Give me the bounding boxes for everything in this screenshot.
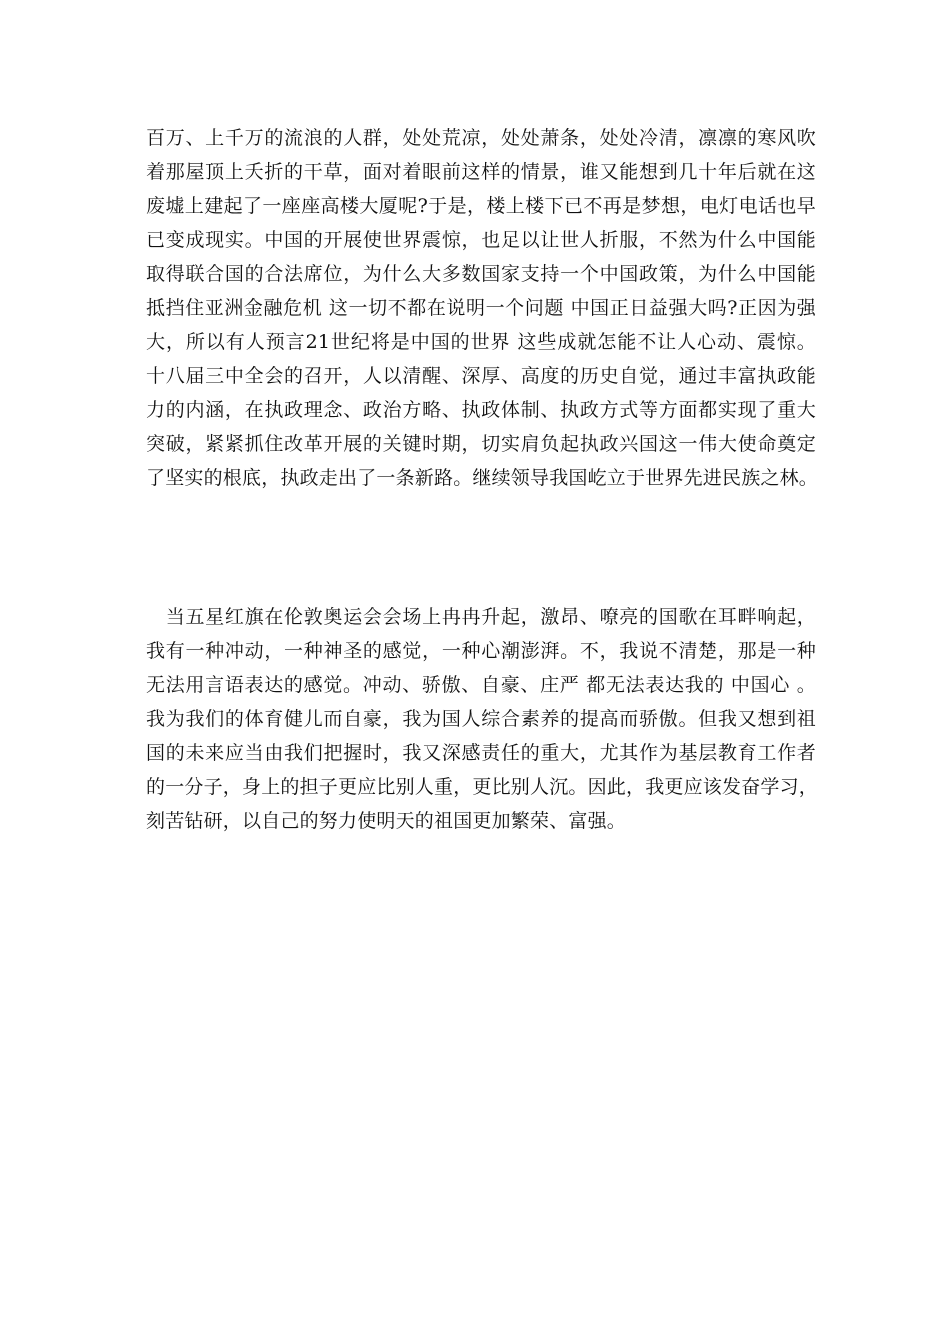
text-line: 已变成现实。中国的开展使世界震惊，也足以让世人折服，不然为什么中国能 bbox=[146, 229, 816, 251]
text-line: 取得联合国的合法席位，为什么大多数国家支持一个中国政策，为什么中国能 bbox=[146, 263, 816, 285]
text-line: 抵挡住亚洲金融危机 这一切不都在说明一个问题 中国正日益强大吗?正因为强 bbox=[146, 297, 816, 319]
paragraph-1 bbox=[146, 121, 819, 495]
text-line: 十八届三中全会的召开，人以清醒、深厚、高度的历史自觉，通过丰富执政能 bbox=[146, 365, 816, 387]
text-line: 突破，紧紧抓住改革开展的关键时期，切实肩负起执政兴国这一伟大使命奠定 bbox=[146, 433, 816, 455]
text-line: 着那屋顶上夭折的干草，面对着眼前这样的情景，谁又能想到几十年后就在这 bbox=[146, 161, 816, 183]
text-line: 我有一种冲动，一种神圣的感觉，一种心潮澎湃。不，我说不清楚，那是一种 bbox=[146, 640, 816, 662]
text-line: 百万、上千万的流浪的人群，处处荒凉，处处萧条，处处冷清，凛凛的寒风吹 bbox=[146, 127, 816, 149]
text-line: 当五星红旗在伦敦奥运会会场上冉冉升起，激昂、嘹亮的国歌在耳畔响起， bbox=[146, 606, 816, 628]
text-line: 力的内涵，在执政理念、政治方略、执政体制、执政方式等方面都实现了重大 bbox=[146, 399, 816, 421]
text-line: 国的未来应当由我们把握时，我又深感责任的重大，尤其作为基层教育工作者 bbox=[146, 742, 816, 764]
paragraph-2 bbox=[146, 600, 819, 838]
text-line: 无法用言语表达的感觉。冲动、骄傲、自豪、庄严 都无法表达我的 中国心 。 bbox=[146, 674, 816, 696]
text-line: 的一分子，身上的担子更应比别人重，更比别人沉。因此，我更应该发奋学习， bbox=[146, 776, 819, 798]
text-line: 刻苦钻研，以自己的努力使明天的祖国更加繁荣、富强。 bbox=[146, 810, 627, 832]
text-line: 废墟上建起了一座座高楼大厦呢?于是，楼上楼下已不再是梦想，电灯电话也早 bbox=[146, 195, 816, 217]
text-line: 我为我们的体育健儿而自豪，我为国人综合素养的提高而骄傲。但我又想到祖 bbox=[146, 708, 816, 730]
text-line: 了坚实的根底，执政走出了一条新路。继续领导我国屹立于世界先进民族之林。 bbox=[146, 467, 819, 489]
text-line: 大，所以有人预言21世纪将是中国的世界 这些成就怎能不让人心动、震惊。 bbox=[146, 331, 816, 353]
